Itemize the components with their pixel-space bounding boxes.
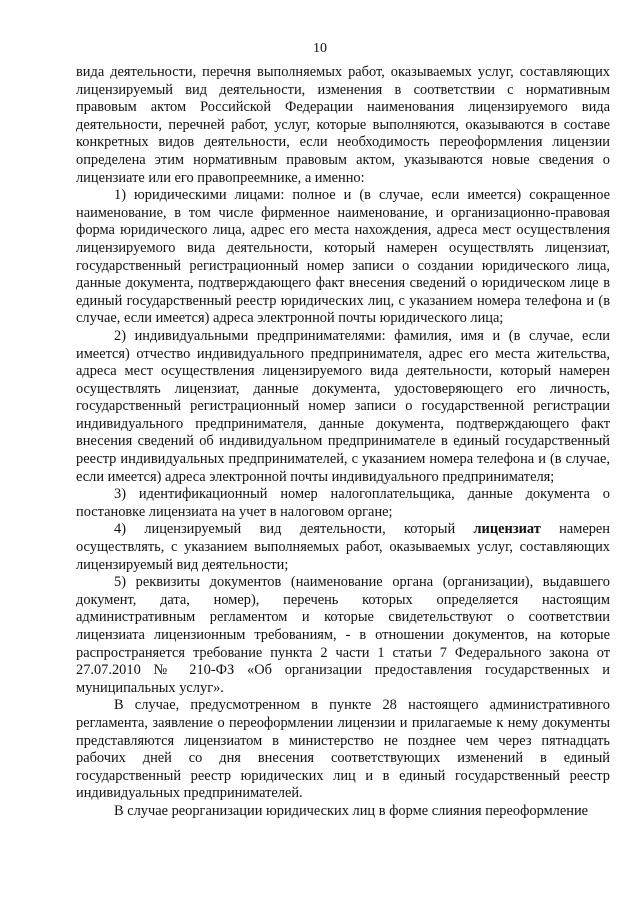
paragraph-continuation: вида деятельности, перечня выполняемых работ, оказываемых услуг, составляющих лицензируемый вид деятельности, изменения в соответствии с нормативным правовым актом Российской Федерации наименования лицензируемого вида деятельности, перечней работ, услуг, которые выполняются, оказываются в составе конкретных видов деятельности, если необходимость переоформления лицензии определена этим нормативным правовым актом, указываются новые сведения о лицензиате или его правопреемнике, а именно: bbox=[76, 64, 610, 186]
page-number: 10 bbox=[313, 41, 327, 56]
paragraph-item-4-text-end: намерен осуществлять, с указанием выполняемых работ, оказываемых услуг, составляющих лицензируемый вид деятельности; bbox=[76, 521, 610, 573]
paragraph-item-4-text-start: 4) лицензируемый вид деятельности, который bbox=[114, 521, 474, 538]
paragraph-item-4-activity bbox=[76, 521, 610, 574]
paragraph-item-1-legal-entities: 1) юридическими лицами: полное и (в случае, если имеется) сокращенное наименование, в том числе фирменное наименование, и организационно-правовая форма юридического лица, адрес его места нахождения, адреса мест осуществления лицензируемого вида деятельности, который намерен осуществлять лицензиат, государственный регистрационный номер записи о создании юридического лица, данные документа, подтверждающего факт внесения сведений о юридическом лице в единый государственный реестр юридических лиц, с указанием номера телефона и (в случае, если имеется) адреса электронной почты юридического лица; bbox=[76, 187, 610, 327]
paragraph-item-3-tax-number: 3) идентификационный номер налогоплательщика, данные документа о постановке лицензиата на учет в налоговом органе; bbox=[76, 486, 610, 520]
paragraph-item-5-document-details: 5) реквизиты документов (наименование органа (организации), выдавшего документ, дата, номер), перечень которых определяется настоящим административным регламентом и которые свидетельствуют о соответствии лицензиата лицензионным требованиям, - в отношении документов, на которые распространяется требование пункта 2 части 1 статьи 7 Федерального закона от 27.07.2010 № 210-ФЗ «Об организации предоставления государственных и муниципальных услуг». bbox=[76, 574, 610, 696]
paragraph-item-4-bold-word: лицензиат bbox=[473, 521, 541, 538]
paragraph-point-28-case: В случае, предусмотренном в пункте 28 настоящего административного регламента, заявление о переоформлении лицензии и прилагаемые к нему документы представляются лицензиатом в министерство не позднее чем через пятнадцать рабочих дней со дня внесения соответствующих изменений в единый государственный реестр юридических лиц и в единый государственный реестр индивидуальных предпринимателей. bbox=[76, 697, 610, 802]
paragraph-item-2-individual-entrepreneurs: 2) индивидуальными предпринимателями: фамилия, имя и (в случае, если имеется) отчество индивидуального предпринимателя, адрес его места жительства, адреса мест осуществления лицензируемого вида деятельности, который намерен осуществлять лицензиат, данные документа, удостоверяющего его личность, государственный регистрационный номер записи о государственной регистрации индивидуального предпринимателя, данные документа, подтверждающего факт внесения сведений об индивидуальном предпринимателе в единый государственный реестр индивидуальных предпринимателей, с указанием номера телефона и (в случае, если имеется) адреса электронной почты индивидуального предпринимателя; bbox=[76, 327, 610, 485]
paragraph-reorganization-merger: В случае реорганизации юридических лиц в форме слияния переоформление bbox=[114, 802, 589, 819]
document-body bbox=[76, 64, 610, 821]
